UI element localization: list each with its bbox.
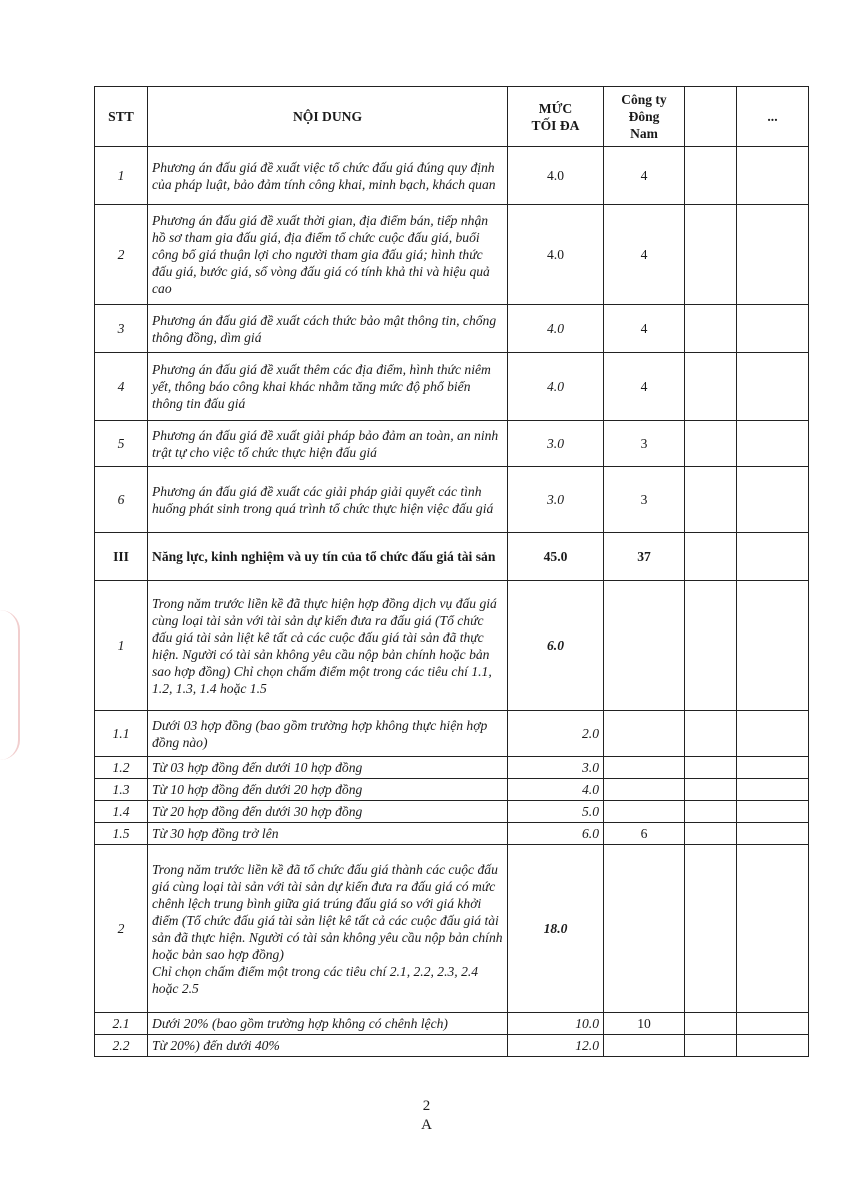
row-blank: [685, 421, 737, 467]
stamp-fragment: [0, 610, 20, 760]
row-max: 4.0: [508, 305, 604, 353]
row-blank: [685, 711, 737, 757]
page-mark: A: [421, 1117, 432, 1133]
row-score: 10: [604, 1013, 685, 1035]
header-max: [508, 87, 604, 147]
row-blank: [737, 353, 809, 421]
table-row: [95, 467, 809, 533]
table-row: [95, 845, 809, 1013]
row-blank: [685, 533, 737, 581]
row-max: 2.0: [508, 711, 604, 757]
table-row: [95, 205, 809, 305]
row-blank: [737, 533, 809, 581]
row-content: Phương án đấu giá đề xuất cách thức bảo mật thông tin, chống thông đồng, dìm giá: [148, 305, 508, 353]
row-score: [604, 711, 685, 757]
row-blank: [737, 581, 809, 711]
table-row: [95, 823, 809, 845]
row-content: Dưới 03 hợp đồng (bao gồm trường hợp không thực hiện hợp đồng nào): [148, 711, 508, 757]
scoring-table: [94, 86, 809, 1057]
row-stt: 3: [95, 305, 148, 353]
row-blank: [685, 845, 737, 1013]
row-content: Phương án đấu giá đề xuất thêm các địa điểm, hình thức niêm yết, thông báo công khai khác nhằm tăng mức độ phổ biến thông tin đấu giá: [148, 353, 508, 421]
row-content: Từ 20%) đến dưới 40%: [148, 1035, 508, 1057]
row-blank: [685, 581, 737, 711]
row-blank: [685, 205, 737, 305]
row-blank: [685, 823, 737, 845]
row-blank: [737, 779, 809, 801]
section-max: 45.0: [508, 533, 604, 581]
row-content: Phương án đấu giá đề xuất các giải pháp giải quyết các tình huống phát sinh trong quá trình tổ chức thực hiện việc đấu giá: [148, 467, 508, 533]
header-company-line3: Nam: [630, 126, 658, 141]
row-max: 6.0: [508, 823, 604, 845]
table-row: [95, 757, 809, 779]
row-max: 12.0: [508, 1035, 604, 1057]
row-stt: 2.1: [95, 1013, 148, 1035]
section-stt: III: [95, 533, 148, 581]
row-content: Từ 10 hợp đồng đến dưới 20 hợp đồng: [148, 779, 508, 801]
row-stt: 5: [95, 421, 148, 467]
row-max: 4.0: [508, 205, 604, 305]
table-row: [95, 581, 809, 711]
row-max: 10.0: [508, 1013, 604, 1035]
row-max: 3.0: [508, 467, 604, 533]
header-extra: ...: [737, 87, 809, 147]
table-row: [95, 779, 809, 801]
row-score: 4: [604, 205, 685, 305]
row-blank: [737, 467, 809, 533]
row-content: Phương án đấu giá đề xuất việc tổ chức đấu giá đúng quy định của pháp luật, bảo đảm tính công khai, minh bạch, khách quan: [148, 147, 508, 205]
header-company-line1: Công ty: [621, 92, 667, 107]
row-stt: 1.1: [95, 711, 148, 757]
row-blank: [685, 353, 737, 421]
row-content: Dưới 20% (bao gồm trường hợp không có chênh lệch): [148, 1013, 508, 1035]
table-row: [95, 1013, 809, 1035]
row-blank: [685, 1035, 737, 1057]
row-score: 4: [604, 147, 685, 205]
row-score: [604, 845, 685, 1013]
header-blank: [685, 87, 737, 147]
row-stt: 6: [95, 467, 148, 533]
row-content: Từ 20 hợp đồng đến dưới 30 hợp đồng: [148, 801, 508, 823]
row-stt: 1: [95, 147, 148, 205]
row-content-line: Chỉ chọn chấm điểm một trong các tiêu chí 2.1, 2.2, 2.3, 2.4 hoặc 2.5: [152, 963, 479, 996]
row-content: Từ 30 hợp đồng trở lên: [148, 823, 508, 845]
row-score: [604, 1035, 685, 1057]
row-max: 4.0: [508, 147, 604, 205]
page-number: 2: [422, 1098, 431, 1114]
row-stt: 4: [95, 353, 148, 421]
row-stt: 1.3: [95, 779, 148, 801]
row-blank: [685, 147, 737, 205]
row-blank: [737, 1013, 809, 1035]
header-company: [604, 87, 685, 147]
row-blank: [737, 845, 809, 1013]
row-score: [604, 757, 685, 779]
row-max: 6.0: [508, 581, 604, 711]
header-stt: STT: [95, 87, 148, 147]
row-stt: 2: [95, 845, 148, 1013]
row-blank: [685, 757, 737, 779]
row-blank: [737, 421, 809, 467]
row-stt: 1.4: [95, 801, 148, 823]
row-content: Phương án đấu giá đề xuất giải pháp bảo đảm an toàn, an ninh trật tự cho việc tổ chức thực hiện đấu giá: [148, 421, 508, 467]
row-content: Phương án đấu giá đề xuất thời gian, địa điểm bán, tiếp nhận hồ sơ tham gia đấu giá, địa điểm tổ chức cuộc đấu giá, buổi công bố giá thuận lợi cho người tham gia đấu giá; hình thức đấu giá, bước giá, số vòng đấu giá có tính khả thi và hiệu quả cao: [148, 205, 508, 305]
row-content-line: Trong năm trước liền kề đã tổ chức đấu giá thành các cuộc đấu giá cùng loại tài sản với tài sản dự kiến đưa ra đấu giá có mức chênh lệch trung bình giữa giá trúng đấu giá so với giá khởi điểm (Tổ chức đấu giá tài sản liệt kê tất cả các cuộc đấu giá tài sản đã thực hiện. Người có tài sản không yêu cầu nộp bản chính hoặc bản sao hợp đồng): [152, 861, 503, 962]
row-content: [148, 845, 508, 1013]
row-stt: 1: [95, 581, 148, 711]
row-blank: [737, 147, 809, 205]
row-blank: [737, 1035, 809, 1057]
row-stt: 2: [95, 205, 148, 305]
row-score: 6: [604, 823, 685, 845]
header-company-line2: Đông: [628, 109, 660, 124]
row-blank: [685, 305, 737, 353]
row-blank: [737, 823, 809, 845]
section-score: 37: [604, 533, 685, 581]
row-max: 5.0: [508, 801, 604, 823]
table-row: [95, 353, 809, 421]
row-content: Từ 03 hợp đồng đến dưới 10 hợp đồng: [148, 757, 508, 779]
table-row: [95, 801, 809, 823]
header-content: NỘI DUNG: [148, 87, 508, 147]
row-stt: 1.2: [95, 757, 148, 779]
header-max-line2: TỐI ĐA: [531, 117, 580, 133]
row-score: [604, 801, 685, 823]
row-blank: [685, 1013, 737, 1035]
row-content: Trong năm trước liền kề đã thực hiện hợp đồng dịch vụ đấu giá cùng loại tài sản với tài sản dự kiến đưa ra đấu giá (Tổ chức đấu giá tài sản liệt kê tất cả các cuộc đấu giá tài sản đã thực hiện. Người có tài sản không yêu cầu nộp bản chính hoặc bản sao hợp đồng) Chỉ chọn chấm điểm một trong các tiêu chí 1.1, 1.2, 1.3, 1.4 hoặc 1.5: [148, 581, 508, 711]
row-blank: [685, 801, 737, 823]
section-content: Năng lực, kinh nghiệm và uy tín của tổ chức đấu giá tài sản: [148, 533, 508, 581]
row-blank: [737, 305, 809, 353]
table-row: [95, 147, 809, 205]
row-blank: [737, 205, 809, 305]
row-max: 4.0: [508, 353, 604, 421]
row-stt: 1.5: [95, 823, 148, 845]
row-max: 18.0: [508, 845, 604, 1013]
table-row: [95, 421, 809, 467]
table-row: [95, 711, 809, 757]
row-stt: 2.2: [95, 1035, 148, 1057]
row-blank: [737, 711, 809, 757]
header-max-line1: MỨC: [538, 100, 573, 116]
section-row: [95, 533, 809, 581]
table-header-row: [95, 87, 809, 147]
row-score: 3: [604, 421, 685, 467]
row-score: 3: [604, 467, 685, 533]
row-score: [604, 779, 685, 801]
row-blank: [685, 779, 737, 801]
row-max: 4.0: [508, 779, 604, 801]
table-row: [95, 305, 809, 353]
row-blank: [685, 467, 737, 533]
row-score: 4: [604, 305, 685, 353]
row-score: 4: [604, 353, 685, 421]
row-max: 3.0: [508, 421, 604, 467]
row-blank: [737, 801, 809, 823]
table-row: [95, 1035, 809, 1057]
row-max: 3.0: [508, 757, 604, 779]
row-score: [604, 581, 685, 711]
row-blank: [737, 757, 809, 779]
